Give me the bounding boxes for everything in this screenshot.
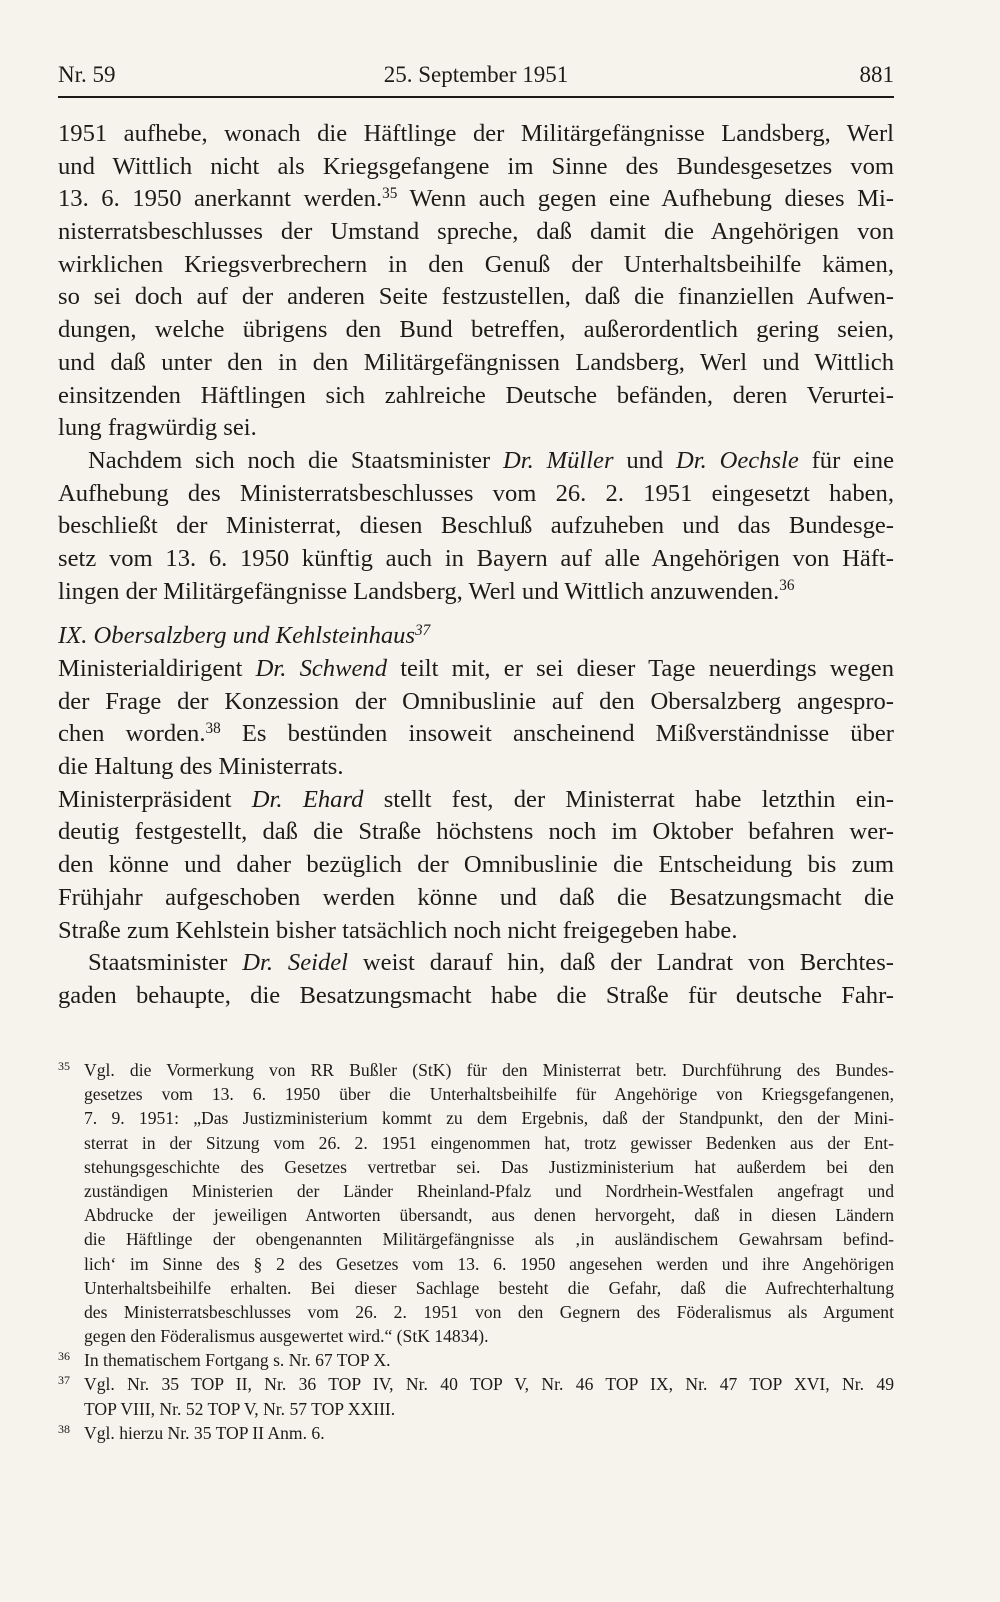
- footnote: [58, 1058, 894, 1082]
- person-name: Dr. Oechsle: [676, 446, 799, 474]
- text-line: setz vom 13. 6. 1950 künftig auch in Bayern auf alle Angehörigen von Häft-: [58, 544, 894, 572]
- footnote-line: lich‘ im Sinne des § 2 des Gesetzes vom 13. 6. 1950 angesehen werden und ihre Angehörigen: [84, 1253, 894, 1274]
- footnote: [58, 1372, 894, 1420]
- text-line: wirklichen Kriegsverbrechern in den Genuß der Unterhaltsbeihilfe kämen,: [58, 250, 894, 278]
- footnote-line: stehungsgeschichte des Gesetzes vertretbar sei. Das Justizministerium hat außerdem bei den: [84, 1156, 894, 1177]
- text-line: so sei doch auf der anderen Seite festzustellen, daß die finanziellen Aufwen-: [58, 283, 894, 311]
- text-line: der Frage der Konzession der Omnibuslinie auf den Obersalzberg angespro-: [58, 687, 894, 715]
- footnote-ref: 35: [382, 185, 398, 202]
- footnote-number: 38: [58, 1421, 70, 1436]
- footnote-number: 35: [58, 1059, 70, 1073]
- footnote-ref: 38: [205, 720, 221, 737]
- text-segment: Staatsminister: [88, 949, 243, 977]
- header-rule: [58, 96, 894, 98]
- text-segment: Wenn auch gegen eine Aufhebung dieses Mi-: [397, 185, 894, 213]
- footnote-line: gegen den Föderalismus ausgewertet wird.“ (StK 14834).: [84, 1326, 489, 1347]
- text-line: 1951 aufhebe, wonach die Häftlinge der Militärgefängnisse Landsberg, Werl: [58, 120, 894, 147]
- document-date: 25. September 1951: [383, 62, 569, 87]
- text-segment: chen worden.: [58, 720, 206, 748]
- person-name: Dr. Müller: [503, 446, 614, 474]
- text-line: und Wittlich nicht als Kriegsgefangene im Sinne des Bundesgesetzes vom: [58, 152, 894, 180]
- footnote-line: des Ministerratsbeschlusses vom 26. 2. 1951 von den Gegnern des Föderalismus als Argument: [84, 1301, 894, 1322]
- text-line: und daß unter den in den Militärgefängnissen Landsberg, Werl und Wittlich: [58, 348, 894, 376]
- text-line: [58, 947, 894, 980]
- text-segment: Es bestünden insoweit anscheinend Mißverständnisse über: [220, 720, 894, 748]
- text-segment: stellt fest, der Ministerrat habe letzthin ein-: [363, 785, 894, 813]
- footnote-line: Vgl. die Vormerkung von RR Bußler (StK) für den Ministerrat betr. Durchführung des Bundes-: [84, 1060, 894, 1080]
- paragraph-5: [58, 947, 894, 1012]
- paragraph-2: [58, 445, 894, 608]
- page-number: 881: [859, 62, 894, 87]
- footnote-line: Vgl. Nr. 35 TOP II, Nr. 36 TOP IV, Nr. 40 TOP V, Nr. 46 TOP IX, Nr. 47 TOP XVI, Nr. 49: [84, 1374, 894, 1395]
- text-line: [58, 653, 894, 686]
- footnote-ref: 37: [415, 621, 431, 639]
- text-line: lung fragwürdig sei.: [58, 414, 257, 442]
- text-line: Straße zum Kehlstein bisher tatsächlich noch nicht freigegeben habe.: [58, 916, 738, 944]
- footnote-line: die Häftlinge der obengenannten Militärgefängnisse als ‚in ausländischem Gewahrsam befind-: [84, 1229, 894, 1250]
- text-segment: weist darauf hin, daß der Landrat von Berchtes-: [348, 949, 894, 977]
- footnote-line: zuständigen Ministerien der Länder Rheinland-Pfalz und Nordrhein-Westfalen angefragt und: [84, 1180, 894, 1201]
- text-line: dungen, welche übrigens den Bund betreffen, außerordentlich gering seien,: [58, 316, 894, 344]
- text-line: [58, 718, 894, 751]
- paragraph-4: [58, 784, 894, 947]
- document-number: Nr. 59: [58, 62, 116, 87]
- text-line: Aufhebung des Ministerratsbeschlusses vom 26. 2. 1951 eingesetzt haben,: [58, 479, 894, 507]
- footnote-line: Abdrucke der jeweiligen Antworten übersandt, aus denen hervorgeht, daß in diesen Ländern: [84, 1205, 894, 1226]
- text-segment: und: [613, 446, 677, 474]
- text-line: nisterratsbeschlusses der Umstand spreche, daß damit die Angehörigen von: [58, 218, 894, 246]
- text-line: [58, 784, 894, 817]
- text-segment: für eine: [798, 446, 895, 474]
- person-name: Dr. Seidel: [242, 949, 348, 977]
- paragraph-3: [58, 653, 894, 784]
- footnote-line: gesetzes vom 13. 6. 1950 über die Unterhaltsbeihilfe für Angehörige von Kriegsgefangenen,: [84, 1084, 894, 1105]
- footnote-line: In thematischem Fortgang s. Nr. 67 TOP X.: [84, 1350, 391, 1371]
- text-line: [58, 576, 894, 609]
- text-segment: teilt mit, er sei dieser Tage neuerdings wegen: [387, 655, 894, 682]
- heading-text: IX. Obersalzberg und Kehlsteinhaus: [58, 622, 416, 650]
- footnote: [58, 1421, 894, 1445]
- text-line: beschließt der Ministerrat, diesen Beschluß aufzuheben und das Bundesge-: [58, 512, 894, 540]
- text-segment: Nachdem sich noch die Staatsminister: [88, 446, 504, 474]
- footnotes: [58, 1058, 894, 1445]
- page-header: [58, 54, 894, 90]
- main-text: [58, 118, 894, 1013]
- footnote: [58, 1348, 894, 1372]
- text-line: den könne und daher bezüglich der Omnibuslinie die Entscheidung bis zum: [58, 851, 894, 879]
- footnote-line: sterrat in der Sitzung vom 26. 2. 1951 eingenommen hat, trotz gewisser Bedenken aus der Ent-: [84, 1132, 894, 1153]
- footnote-line: TOP VIII, Nr. 52 TOP V, Nr. 57 TOP XXIII.: [84, 1398, 396, 1419]
- text-line: Frühjahr aufgeschoben werden könne und daß die Besatzungsmacht die: [58, 883, 894, 911]
- heading-line: [58, 620, 894, 653]
- text-line: die Haltung des Ministerrats.: [58, 753, 344, 781]
- text-segment: lingen der Militärgefängnisse Landsberg, Werl und Wittlich anzuwenden.: [58, 577, 780, 605]
- text-line: einsitzenden Häftlingen sich zahlreiche Deutsche befänden, deren Verurtei-: [58, 381, 894, 409]
- footnote-number: 37: [58, 1373, 70, 1388]
- footnote-number: 36: [58, 1349, 70, 1364]
- paragraph-1: [58, 118, 894, 445]
- footnote-continuation: [58, 1082, 894, 1348]
- text-segment: 13. 6. 1950 anerkannt werden.: [58, 185, 383, 213]
- section-heading: [58, 620, 894, 653]
- text-line: gaden behaupte, die Besatzungsmacht habe die Straße für deutsche Fahr-: [58, 981, 894, 1009]
- text-line: deutig festgestellt, daß die Straße höchstens noch im Oktober befahren wer-: [58, 818, 894, 846]
- text-line: [58, 183, 894, 216]
- text-line: [58, 445, 894, 478]
- footnote-line: Vgl. hierzu Nr. 35 TOP II Anm. 6.: [84, 1422, 325, 1443]
- person-name: Dr. Schwend: [255, 655, 387, 682]
- text-segment: Ministerialdirigent: [58, 655, 256, 682]
- text-segment: Ministerpräsident: [58, 785, 252, 813]
- person-name: Dr. Ehard: [251, 785, 364, 813]
- footnote-ref: 36: [779, 577, 795, 595]
- footnote-line: 7. 9. 1951: „Das Justizministerium kommt zu dem Ergebnis, daß der Standpunkt, den der Mini-: [84, 1108, 894, 1129]
- footnote-line: Unterhaltsbeihilfe erhalten. Bei dieser Sachlage besteht die Gefahr, daß die Aufrechterhaltung: [84, 1277, 894, 1298]
